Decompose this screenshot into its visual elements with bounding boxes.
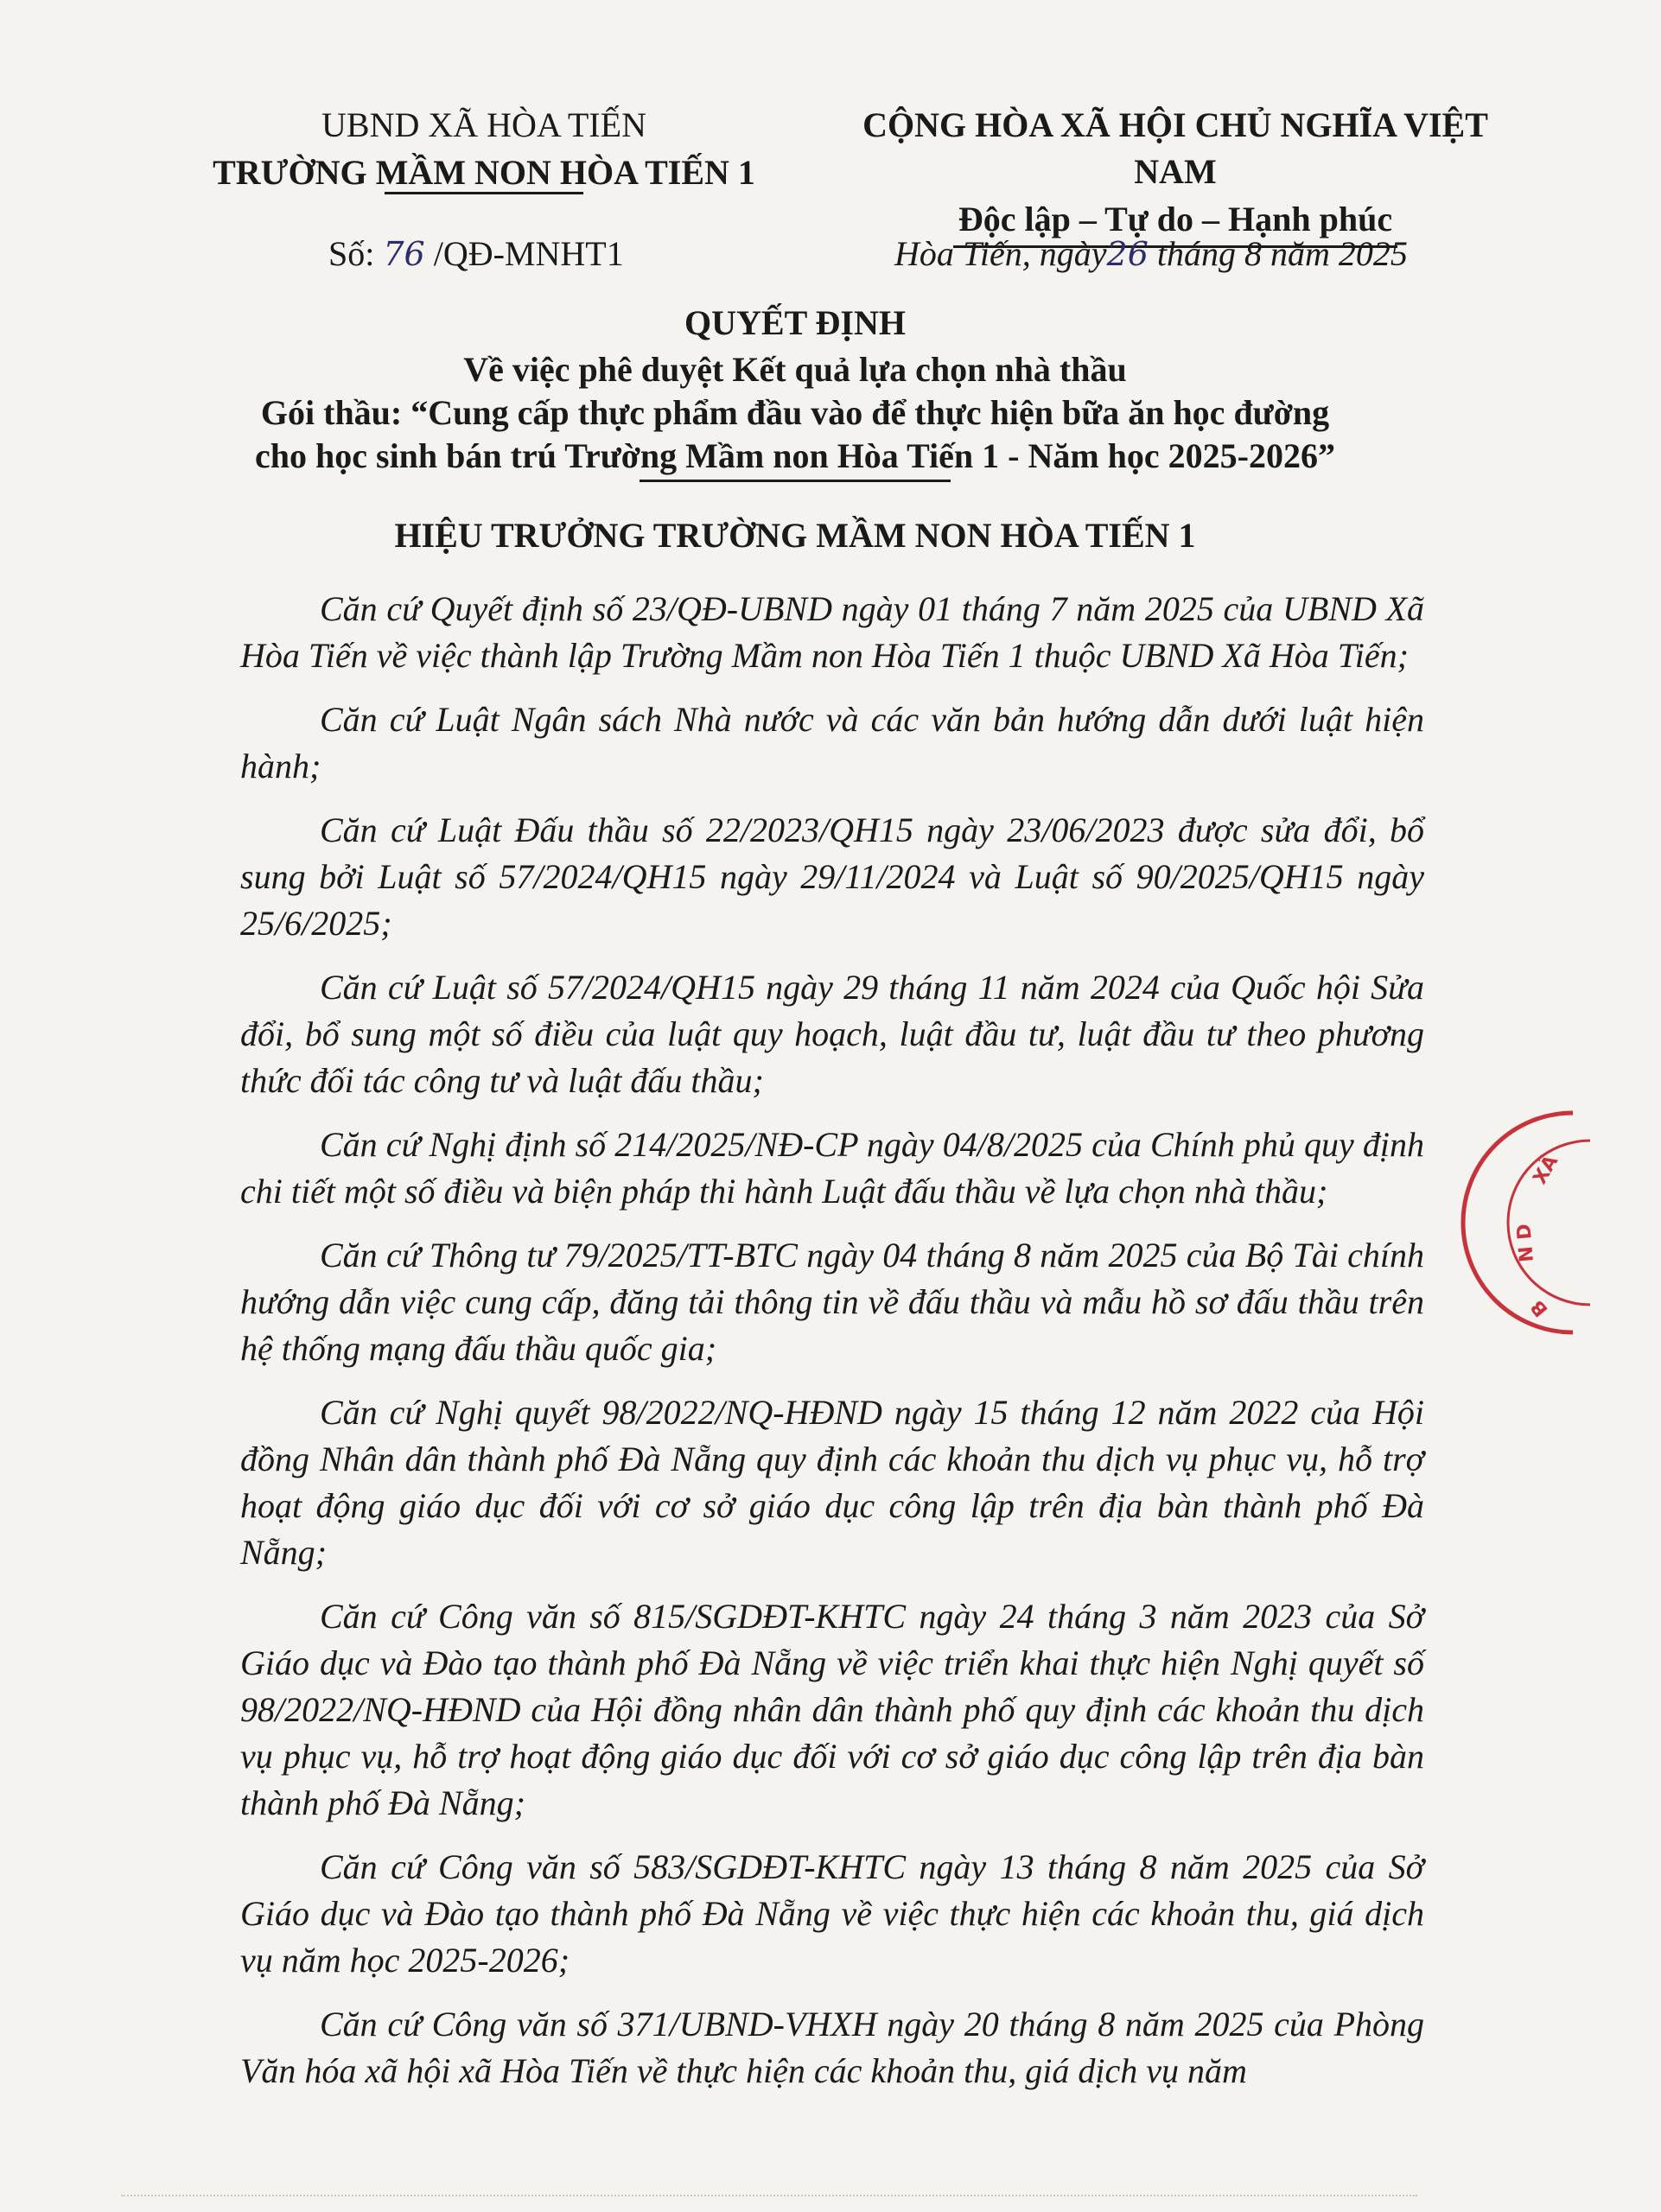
red-seal-stamp: [1513, 1106, 1661, 1339]
parent-organization: UBND XÃ HÒA TIẾN: [321, 105, 646, 144]
legal-basis-paragraph: Căn cứ Công văn số 583/SGDĐT-KHTC ngày 13 tháng 8 năm 2025 của Sở Giáo dục và Đào tạo thành phố Đà Nẵng về việc thực hiện các khoản thu, giá dịch vụ năm học 2025-2026;: [240, 1847, 1424, 1980]
svg-text:N D: N D: [1513, 1223, 1538, 1263]
legal-basis-paragraph: Căn cứ Nghị quyết 98/2022/NQ-HĐND ngày 15 tháng 12 năm 2022 của Hội đồng Nhân dân thành phố Đà Nẵng quy định các khoản thu dịch vụ phục vụ, hỗ trợ hoạt động giáo dục đối với cơ sở giáo dục công lập trên địa bàn thành phố Đà Nẵng;: [240, 1393, 1424, 1572]
legal-basis-paragraph: Căn cứ Luật Đấu thầu số 22/2023/QH15 ngày 23/06/2023 được sửa đổi, bổ sung bởi Luật số 57/2024/QH15 ngày 29/11/2024 và Luật số 90/2025/QH15 ngày 25/6/2025;: [240, 810, 1424, 943]
legal-basis-paragraph: Căn cứ Công văn số 815/SGDĐT-KHTC ngày 24 tháng 3 năm 2023 của Sở Giáo dục và Đào tạo thành phố Đà Nẵng về việc triển khai thực hiện Nghị quyết số 98/2022/NQ-HĐND của Hội đồng nhân dân thành phố quy định các khoản thu dịch vụ phục vụ, hỗ trợ hoạt động giáo dục đối với cơ sở giáo dục công lập trên địa bàn thành phố Đà Nẵng;: [240, 1597, 1424, 1822]
legal-basis-paragraph: Căn cứ Nghị định số 214/2025/NĐ-CP ngày 04/8/2025 của Chính phủ quy định chi tiết một số điều và biện pháp thi hành Luật đấu thầu về lựa chọn nhà thầu;: [240, 1125, 1424, 1211]
legal-basis-paragraph: Căn cứ Luật số 57/2024/QH15 ngày 29 tháng 11 năm 2024 của Quốc hội Sửa đổi, bổ sung một số điều của luật quy hoạch, luật đầu tư, luật đầu tư theo phương thức đối tác công tư và luật đấu thầu;: [240, 968, 1424, 1100]
nation-name: CỘNG HÒA XÃ HỘI CHỦ NGHĨA VIỆT NAM: [862, 105, 1488, 191]
legal-basis-paragraph: Căn cứ Thông tư 79/2025/TT-BTC ngày 04 tháng 8 năm 2025 của Bộ Tài chính hướng dẫn việc cung cấp, đăng tải thông tin về đấu thầu và mẫu hồ sơ đấu thầu trên hệ thống mạng đấu thầu quốc gia;: [240, 1236, 1424, 1368]
doc-number-prefix: Số:: [328, 234, 375, 273]
stamp-outer-ring: [1463, 1113, 1573, 1332]
date-prefix: Hòa Tiến, ngày: [894, 234, 1107, 273]
svg-text:XÃ: XÃ: [1529, 1152, 1563, 1188]
scan-edge: [121, 2195, 1417, 2207]
date-handwritten-day: 26: [1106, 235, 1149, 273]
national-header: [830, 102, 1521, 248]
legal-basis-paragraph: Căn cứ Quyết định số 23/QĐ-UBND ngày 01 tháng 7 năm 2025 của UBND Xã Hòa Tiến về việc thành lập Trường Mầm non Hòa Tiến 1 thuộc UBND Xã Hòa Tiến;: [240, 589, 1424, 675]
subject-line-2: Gói thầu: “Cung cấp thực phẩm đầu vào để thực hiện bữa ăn học đường: [260, 393, 1330, 432]
legal-basis-list: [240, 586, 1424, 2112]
subject-line-1: Về việc phê duyệt Kết quả lựa chọn nhà thầu: [463, 350, 1127, 389]
legal-basis-paragraph: Căn cứ Công văn số 371/UBND-VHXH ngày 20 tháng 8 năm 2025 của Phòng Văn hóa xã hội xã Hòa Tiến về thực hiện các khoản thu, giá dịch vụ năm: [240, 2005, 1424, 2090]
decision-title-block: [173, 298, 1417, 560]
school-name: TRƯỜNG MẦM NON HÒA TIẾN 1: [213, 153, 755, 192]
document-type: QUYẾT ĐỊNH: [684, 303, 906, 342]
legal-basis-paragraph: Căn cứ Luật Ngân sách Nhà nước và các văn bản hướng dẫn dưới luật hiện hành;: [240, 700, 1424, 785]
doc-number-handwritten: 76: [383, 235, 425, 273]
issuing-authority: HIỆU TRƯỞNG TRƯỜNG MẦM NON HÒA TIẾN 1: [394, 516, 1196, 555]
issuing-organization: [173, 102, 795, 194]
doc-number-suffix: /QĐ-MNHT1: [433, 234, 624, 273]
date-suffix: tháng 8 năm 2025: [1156, 234, 1408, 273]
subject-line-3: cho học sinh bán trú Trường Mầm non Hòa Tiến 1 - Năm học 2025-2026”: [255, 436, 1335, 475]
national-motto: Độc lập – Tự do – Hạnh phúc: [953, 195, 1397, 248]
svg-text:B: B: [1526, 1295, 1553, 1321]
document-number: [328, 232, 624, 276]
document-date: [894, 232, 1408, 276]
subject-underline: [640, 480, 951, 482]
